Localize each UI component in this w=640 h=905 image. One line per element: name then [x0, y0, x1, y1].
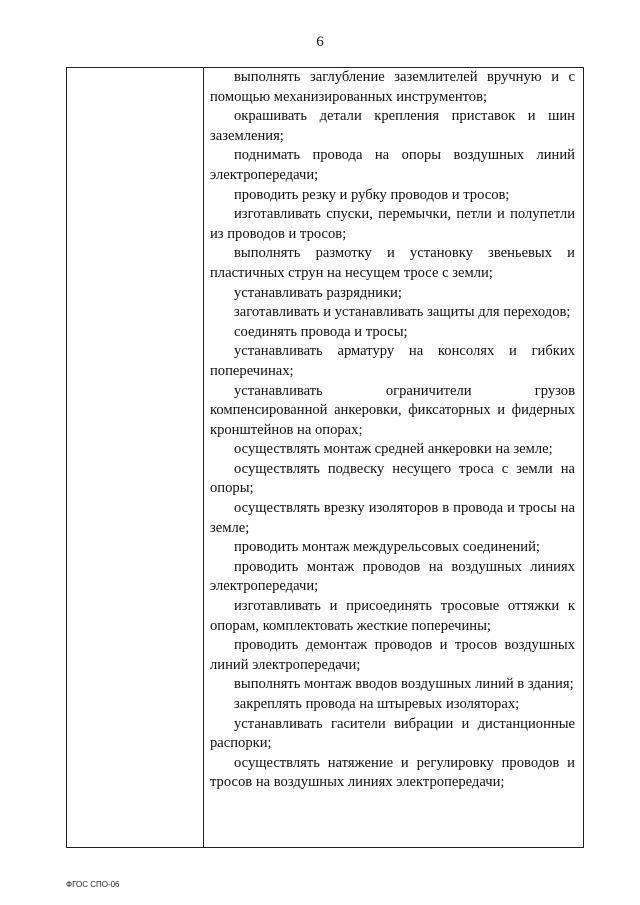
list-item: устанавливать разрядники; [234, 284, 402, 301]
list-item: осуществлять монтаж средней анкеровки на земле; [234, 441, 553, 458]
list-item: выполнять заглубление заземлителей вручную и с помощью механизированных инструментов; [210, 69, 575, 105]
column-divider [203, 68, 204, 847]
list-item: выполнять размотку и установку звеньевых и пластичных струн на несущем тросе с земли; [210, 245, 575, 281]
list-item: осуществлять подвеску несущего троса с земли на опоры; [210, 460, 575, 497]
list-item: заготавливать и устанавливать защиты для переходов; [234, 304, 571, 321]
list-item: изготавливать спуски, перемычки, петли и полупетли из проводов и тросов; [210, 206, 575, 242]
list-item: проводить монтаж проводов на воздушных линиях электропередачи; [210, 558, 575, 595]
list-item: окрашивать детали крепления приставок и шин заземления; [210, 108, 575, 144]
page-number: 6 [316, 34, 324, 50]
requirements-table [66, 67, 584, 848]
list-item: выполнять монтаж вводов воздушных линий в здания; [234, 676, 574, 693]
list-item: устанавливать арматуру на консолях и гибких поперечинах; [210, 343, 575, 379]
list-item: устанавливать ограничители грузов компенсированной анкеровки, фиксаторных и фидерных кронштейнов на опорах; [210, 382, 575, 438]
list-item: соединять провода и тросы; [234, 323, 408, 340]
list-item: проводить монтаж междурельсовых соединений; [234, 539, 540, 556]
list-item: изготавливать и присоединять тросовые оттяжки к опорам, комплектовать жесткие поперечины; [210, 598, 575, 634]
skills-list [210, 68, 575, 793]
list-item: проводить демонтаж проводов и тросов воздушных линий электропередачи; [210, 637, 575, 673]
list-item: устанавливать гасители вибрации и дистанционные распорки; [210, 715, 575, 752]
list-item: проводить резку и рубку проводов и тросов; [234, 186, 510, 203]
list-item: осуществлять натяжение и регулировку проводов и тросов на воздушных линиях электропередачи; [210, 754, 575, 791]
list-item: осуществлять врезку изоляторов в провода и тросы на земле; [210, 500, 575, 536]
footer-code: ФГОС СПО-06 [66, 880, 120, 889]
list-item: закреплять провода на штыревых изоляторах; [234, 696, 520, 712]
list-item: поднимать провода на опоры воздушных линий электропередачи; [210, 147, 575, 183]
